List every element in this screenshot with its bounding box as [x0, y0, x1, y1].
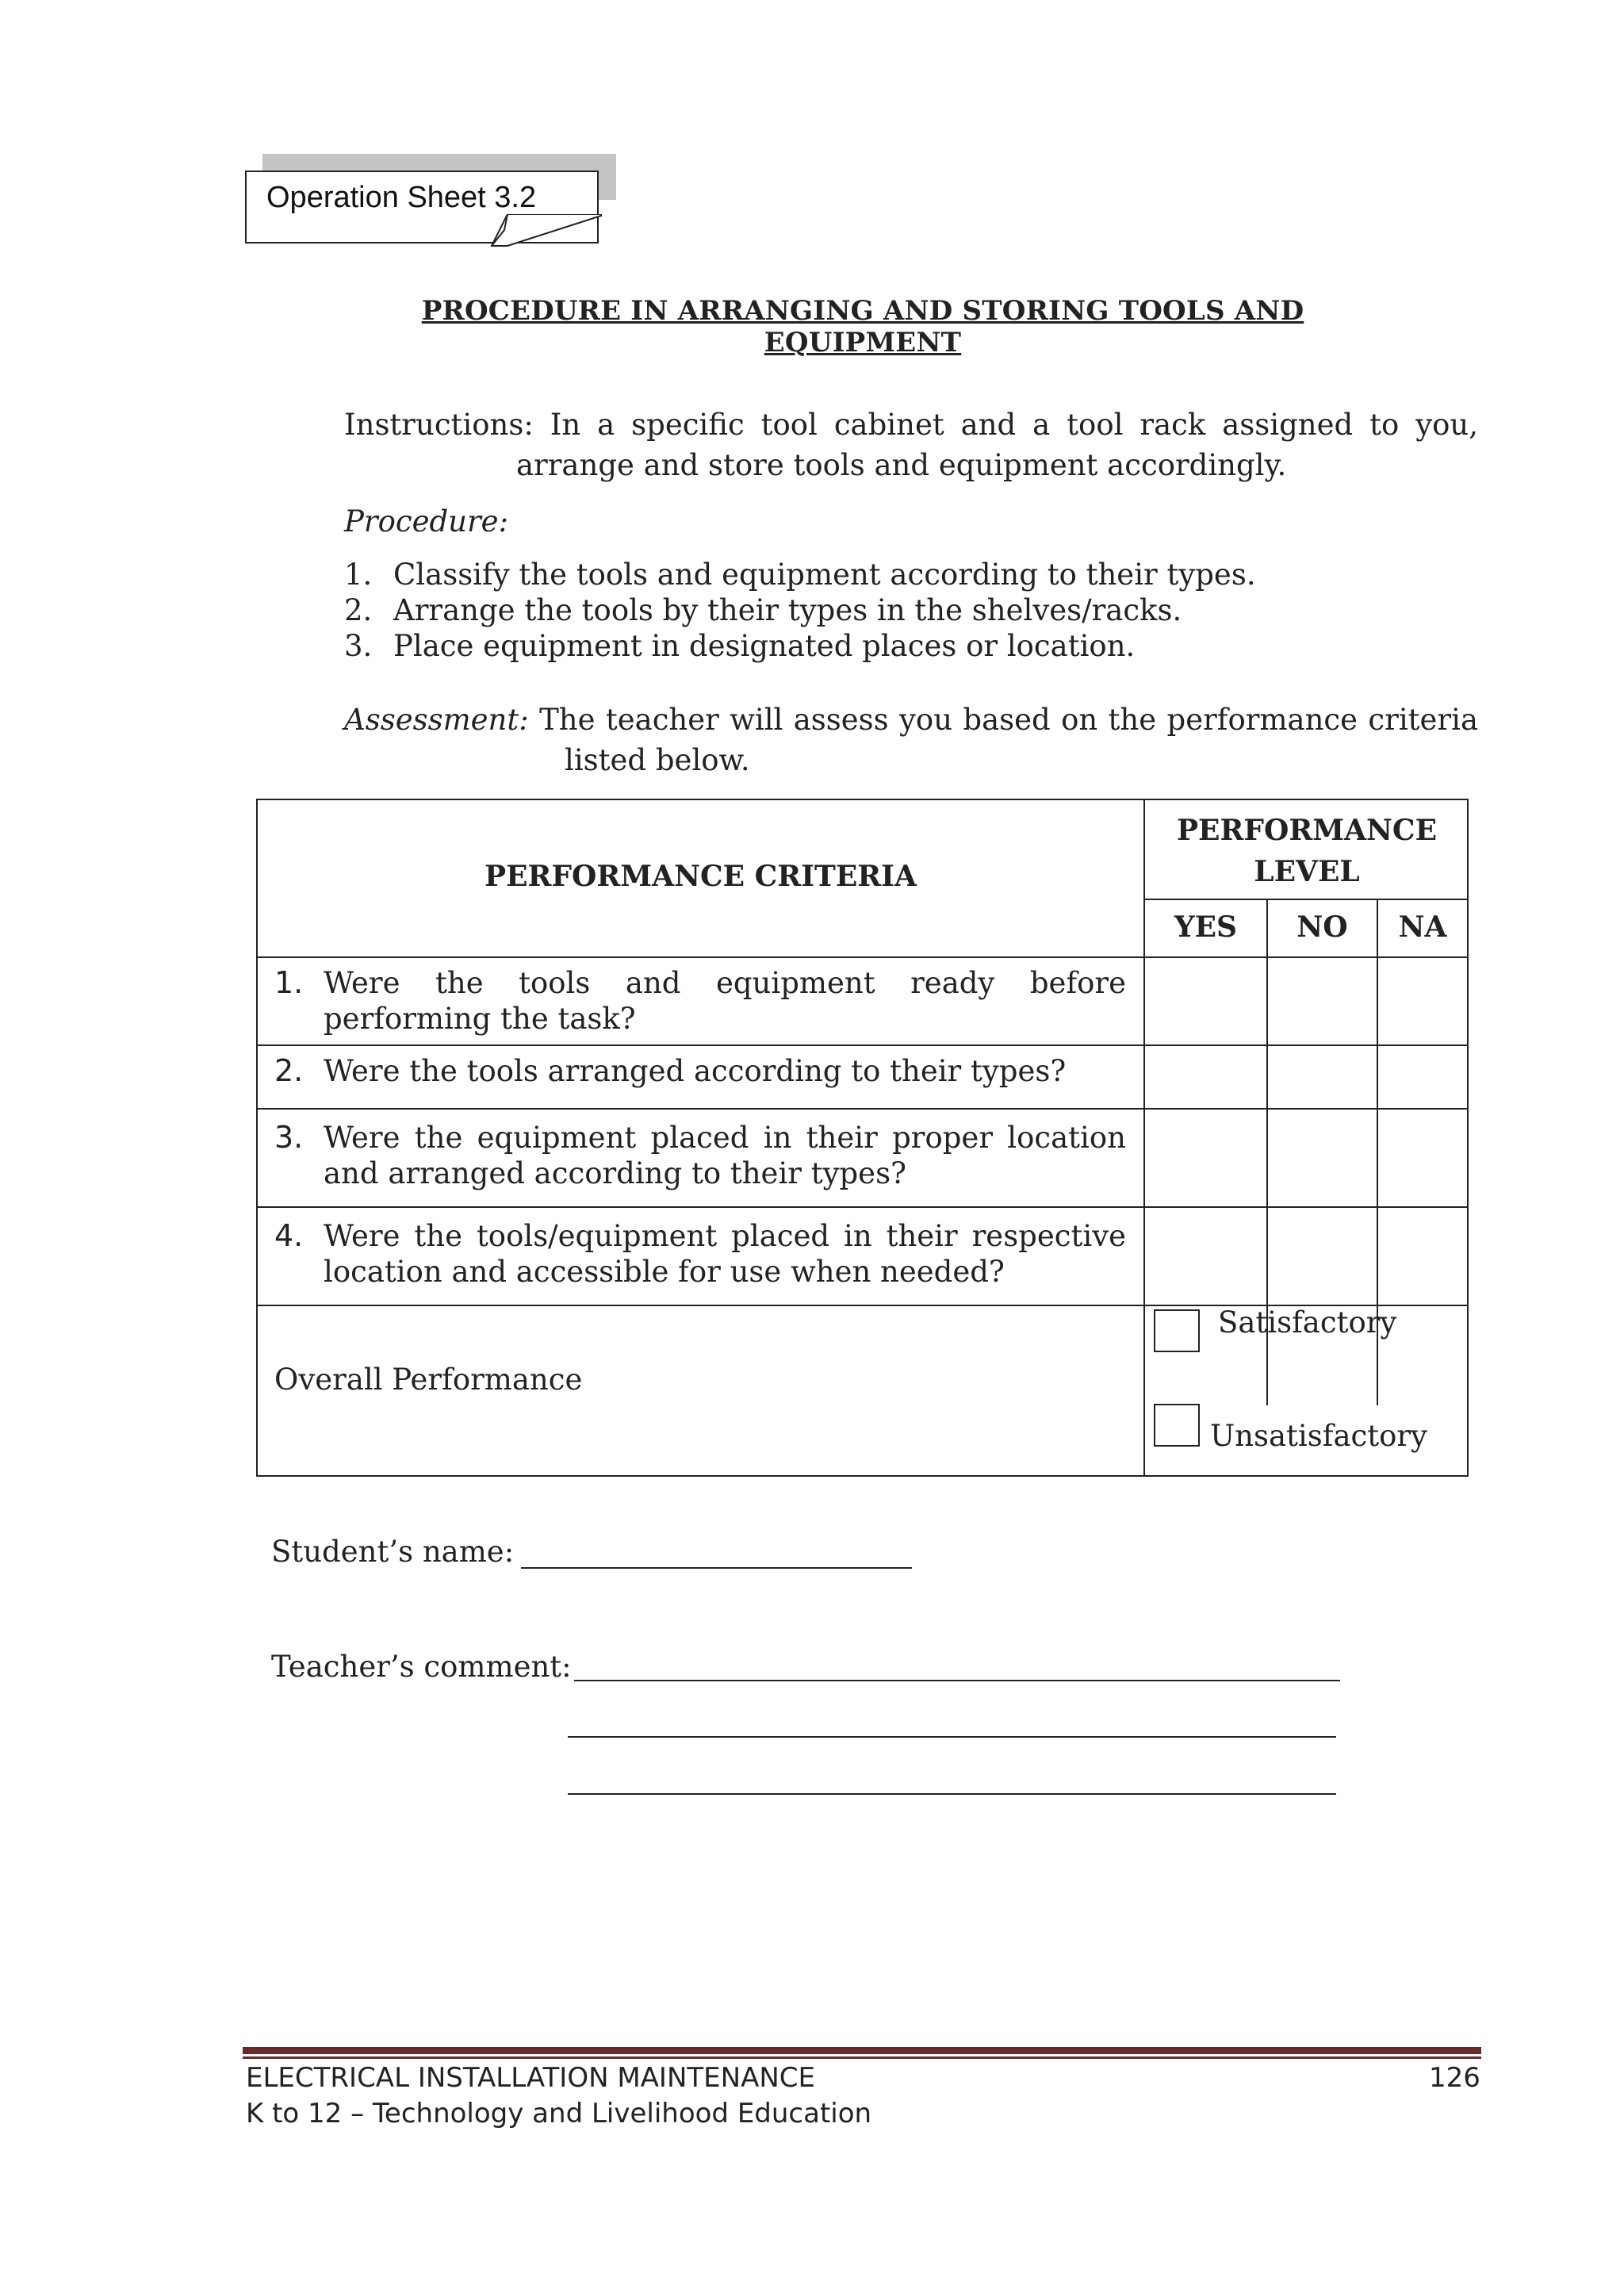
satisfactory-label: Satisfactory — [1218, 1305, 1397, 1340]
page-title: PROCEDURE IN ARRANGING AND STORING TOOLS AND EQUIPMENT — [421, 295, 1304, 358]
procedure-step: 2. Arrange the tools by their types in the shelves/racks. — [344, 593, 1182, 627]
instructions-text: Instructions: In a specific tool cabinet and a tool rack assigned to you, — [344, 408, 1478, 442]
teacher-comment-field-line-1[interactable] — [574, 1680, 1340, 1681]
footer-course-title: ELECTRICAL INSTALLATION MAINTENANCE — [246, 2062, 815, 2094]
performance-table — [256, 799, 1469, 1477]
procedure-step: 1. Classify the tools and equipment according to their types. — [344, 558, 1256, 592]
na-column-header: NA — [1398, 910, 1447, 944]
footer-program-title: K to 12 – Technology and Livelihood Education — [246, 2098, 872, 2129]
criteria-header: PERFORMANCE CRITERIA — [485, 860, 917, 893]
criteria-row: 2. Were the tools arranged according to their types? — [274, 1053, 1067, 1088]
procedure-step: 3. Place equipment in designated places or location. — [344, 629, 1136, 663]
assessment-label: Assessment: — [344, 703, 529, 737]
unsatisfactory-checkbox[interactable] — [1154, 1404, 1200, 1447]
instructions-text-continued: arrange and store tools and equipment accordingly. — [516, 448, 1287, 482]
assessment-text: Assessment: The teacher will assess you based on the performance criteria — [344, 703, 1478, 737]
page-curl-icon — [460, 214, 603, 247]
satisfactory-checkbox[interactable] — [1154, 1309, 1200, 1352]
unsatisfactory-label: Unsatisfactory — [1210, 1419, 1427, 1453]
criteria-row: 4. Were the tools/equipment placed in their respective location and accessible for use when needed? — [274, 1218, 1126, 1289]
operation-sheet-label: Operation Sheet 3.2 — [266, 181, 537, 214]
performance-level-header: PERFORMANCE LEVEL — [1176, 814, 1438, 888]
student-name-field[interactable] — [521, 1567, 912, 1569]
criteria-row: 3. Were the equipment placed in their proper location and arranged according to their types? — [274, 1120, 1126, 1190]
student-name-label: Student’s name: — [271, 1535, 515, 1569]
yes-column-header: YES — [1174, 910, 1238, 944]
overall-performance-label: Overall Performance — [274, 1363, 583, 1397]
assessment-text-continued: listed below. — [565, 743, 750, 777]
no-column-header: NO — [1297, 910, 1348, 944]
procedure-label: Procedure: — [344, 504, 509, 539]
teacher-comment-label: Teacher’s comment: — [271, 1650, 572, 1684]
procedure-steps — [344, 557, 1256, 664]
footer-divider-thin — [243, 2056, 1481, 2059]
teacher-comment-field-line-3[interactable] — [568, 1793, 1336, 1795]
footer-divider — [243, 2047, 1481, 2054]
criteria-row: 1. Were the tools and equipment ready before performing the task? — [274, 965, 1126, 1036]
teacher-comment-field-line-2[interactable] — [568, 1736, 1336, 1738]
page-number: 126 — [1429, 2062, 1480, 2094]
